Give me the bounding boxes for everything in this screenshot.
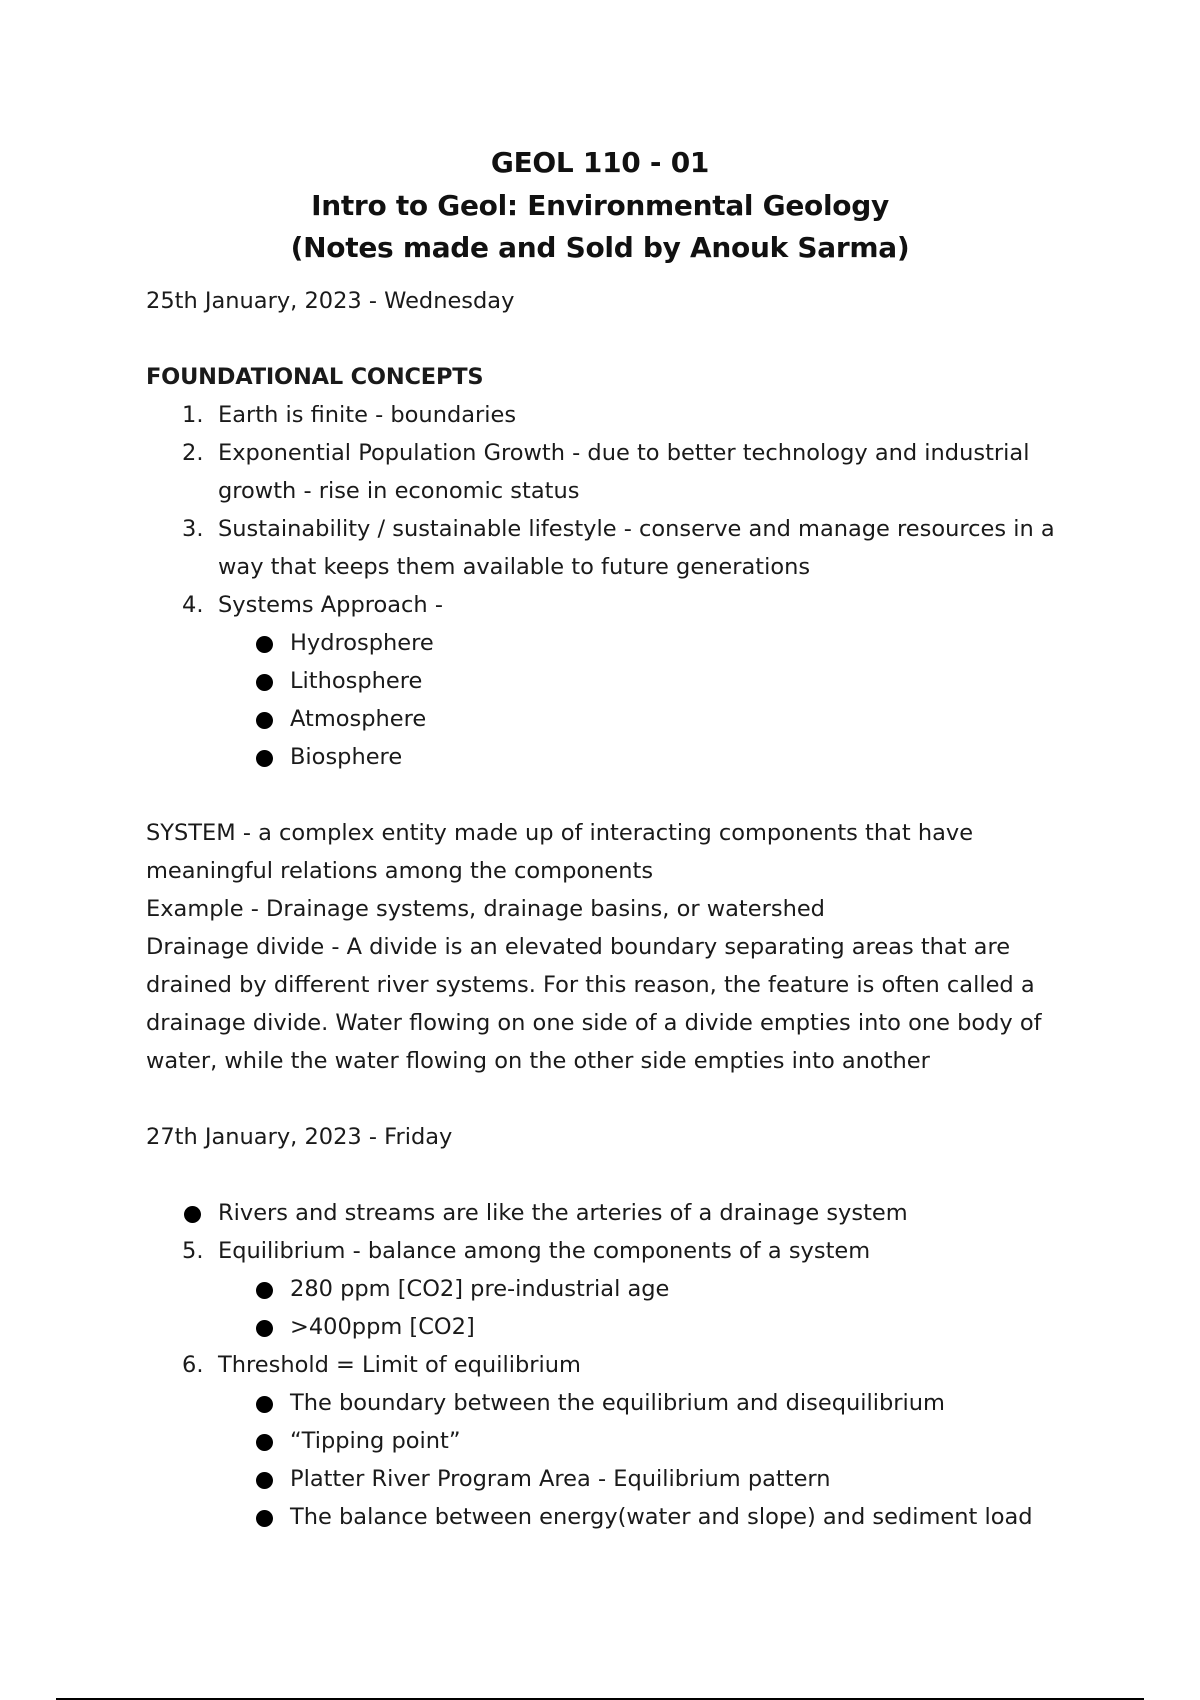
section-heading: FOUNDATIONAL CONCEPTS <box>146 364 484 390</box>
session-date: 27th January, 2023 - Friday <box>146 1124 453 1150</box>
bullet-icon <box>256 1320 273 1337</box>
bullet-icon <box>256 1472 273 1489</box>
list-item <box>146 1460 1046 1498</box>
list-item <box>146 1308 1046 1346</box>
item-text: The balance between energy(water and slope) and sediment load <box>290 1504 1033 1530</box>
list-item <box>146 738 1046 776</box>
item-number: 5. <box>182 1238 204 1264</box>
list-item <box>146 510 1055 586</box>
title-block <box>0 142 1200 270</box>
concepts-list-continued <box>146 1232 1046 1270</box>
item-text: Systems Approach - <box>218 592 443 618</box>
list-item <box>146 1422 1046 1460</box>
bullet-icon <box>256 1510 273 1527</box>
item-text: Atmosphere <box>290 706 427 732</box>
bullet-icon <box>256 1396 273 1413</box>
paragraph-line: drained by different river systems. For this reason, the feature is often called a <box>146 972 1035 998</box>
concepts-list-threshold <box>146 1346 1046 1384</box>
item-text: Sustainability / sustainable lifestyle - conserve and manage resources in a <box>218 516 1055 542</box>
bullet-icon <box>256 712 273 729</box>
list-item <box>146 586 1046 624</box>
author-note: (Notes made and Sold by Anouk Sarma) <box>290 231 910 264</box>
spheres-list <box>146 624 1046 776</box>
item-number: 6. <box>182 1352 204 1378</box>
list-item <box>146 1384 1046 1422</box>
item-text: Rivers and streams are like the arteries of a drainage system <box>218 1200 908 1226</box>
equilibrium-bullets <box>146 1270 1046 1346</box>
bullet-icon <box>256 1434 273 1451</box>
course-code: GEOL 110 - 01 <box>490 146 710 179</box>
bullet-icon <box>256 750 273 767</box>
list-item <box>146 1232 1046 1270</box>
item-text: “Tipping point” <box>290 1428 461 1454</box>
session-date: 25th January, 2023 - Wednesday <box>146 288 515 314</box>
item-text: Threshold = Limit of equilibrium <box>218 1352 581 1378</box>
item-text: Hydrosphere <box>290 630 434 656</box>
bullet-icon <box>256 1282 273 1299</box>
item-text: Lithosphere <box>290 668 423 694</box>
item-text: Equilibrium - balance among the components of a system <box>218 1238 871 1264</box>
item-text: The boundary between the equilibrium and disequilibrium <box>290 1390 945 1416</box>
paragraph-line: Example - Drainage systems, drainage basins, or watershed <box>146 896 825 922</box>
item-number: 4. <box>182 592 204 618</box>
list-item <box>146 624 1046 662</box>
bullet-icon <box>184 1206 201 1223</box>
paragraph-line: SYSTEM - a complex entity made up of interacting components that have <box>146 820 974 846</box>
list-item <box>146 700 1046 738</box>
list-item <box>146 662 1046 700</box>
list-item <box>146 1346 1046 1384</box>
notes-content <box>146 282 1055 1536</box>
item-text: Biosphere <box>290 744 403 770</box>
bullet-icon <box>256 636 273 653</box>
paragraph-line: drainage divide. Water flowing on one side of a divide empties into one body of <box>146 1010 1042 1036</box>
list-item <box>146 1498 1046 1536</box>
bullet-icon <box>256 674 273 691</box>
system-paragraph <box>146 814 1046 1080</box>
item-text: 280 ppm [CO2] pre-industrial age <box>290 1276 670 1302</box>
rivers-list <box>146 1194 1046 1232</box>
threshold-bullets <box>146 1384 1046 1536</box>
item-number: 1. <box>182 402 204 428</box>
item-text: way that keeps them available to future generations <box>218 554 811 580</box>
item-number: 2. <box>182 440 204 466</box>
item-text: >400ppm [CO2] <box>290 1314 475 1340</box>
list-item <box>146 1270 1046 1308</box>
list-item <box>146 1194 1046 1232</box>
item-text: Exponential Population Growth - due to better technology and industrial <box>218 440 1030 466</box>
item-text: growth - rise in economic status <box>218 478 580 504</box>
paragraph-line: water, while the water flowing on the other side empties into another <box>146 1048 930 1074</box>
concepts-list <box>146 396 1055 624</box>
course-title: Intro to Geol: Environmental Geology <box>311 188 889 222</box>
item-text: Platter River Program Area - Equilibrium pattern <box>290 1466 831 1492</box>
item-number: 3. <box>182 516 204 542</box>
paragraph-line: meaningful relations among the components <box>146 858 654 884</box>
paragraph-line: Drainage divide - A divide is an elevated boundary separating areas that are <box>146 934 1011 960</box>
item-text: Earth is finite - boundaries <box>218 402 517 428</box>
list-item <box>146 434 1046 510</box>
list-item <box>146 396 1046 434</box>
